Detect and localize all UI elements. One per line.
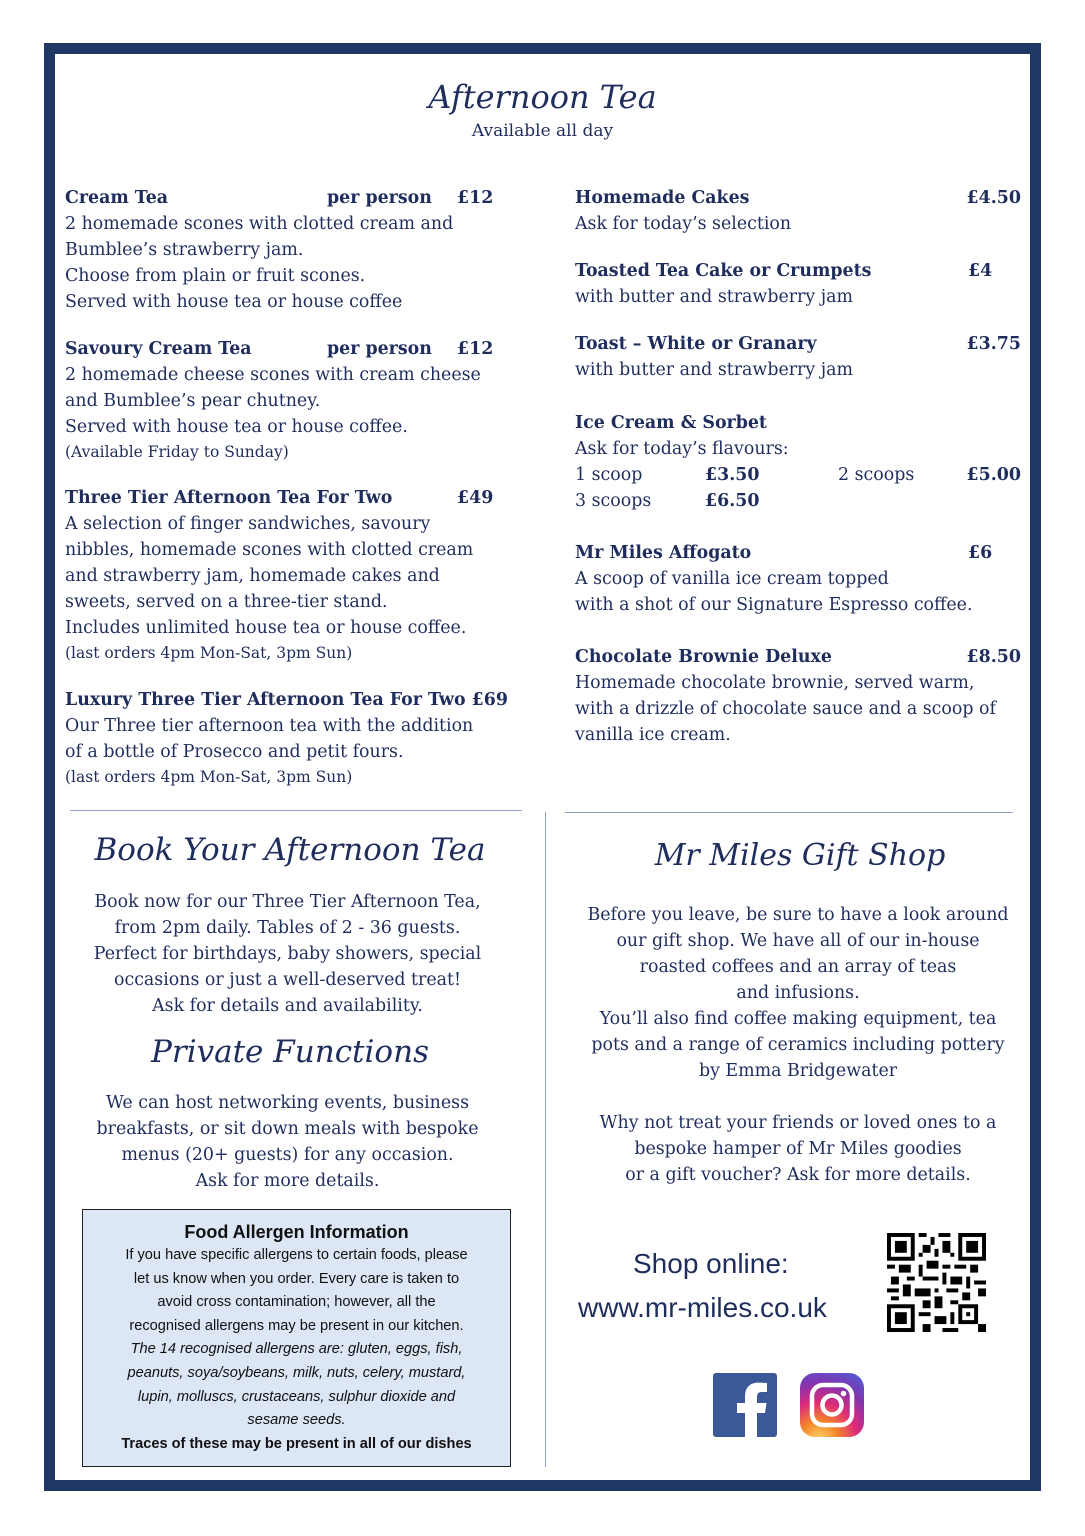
item-qualifier: per person bbox=[327, 339, 432, 359]
menu-item-brownie bbox=[575, 644, 1021, 748]
item-price: £49 bbox=[457, 488, 494, 508]
menu-item-homemade-cakes bbox=[575, 185, 1021, 237]
item-desc: Bumblee’s strawberry jam. bbox=[65, 240, 304, 260]
book-text: Book now for our Three Tier Afternoon Tea, from 2pm daily. Tables of 2 - 36 guests. Perfect for birthdays, baby showers, special occasions or just a well-deserved treat! Ask for details and availability. bbox=[93, 892, 482, 1016]
shop-online-url[interactable]: www.mr-miles.co.uk bbox=[578, 1292, 827, 1323]
allergen-line: avoid cross contamination; however, all the bbox=[157, 1294, 436, 1311]
allergen-line: If you have specific allergens to certain foods, please bbox=[125, 1247, 468, 1263]
allergen-line: recognised allergens may be present in our kitchen. bbox=[129, 1317, 464, 1334]
item-price: £4.50 bbox=[966, 188, 1021, 208]
allergen-list-line: peanuts, soya/soybeans, milk, nuts, celery, mustard, bbox=[127, 1364, 466, 1381]
item-name: Toasted Tea Cake or Crumpets bbox=[575, 261, 872, 281]
gift-shop-text: Before you leave, be sure to have a look around our gift shop. We have all of our in-house roasted coffees and an array of teas and infusions. You’ll also find coffee making equipment, tea pots and a range of ceramics including pottery by Emma Bridgewater Why not treat your friends or loved ones to a bespoke hamper of Mr Miles goodies or a gift voucher? Ask for more details. bbox=[587, 905, 1009, 1185]
allergen-heading: Food Allergen Information bbox=[184, 1222, 409, 1242]
item-desc: Choose from plain or fruit scones. bbox=[65, 266, 366, 286]
item-desc: Ask for today’s selection bbox=[575, 214, 792, 234]
item-price: £6 bbox=[968, 543, 993, 563]
menu-item-toast bbox=[575, 331, 1021, 383]
section-divider bbox=[70, 810, 522, 811]
menu-item-affogato bbox=[575, 540, 1021, 618]
item-note: (Available Friday to Sunday) bbox=[65, 443, 289, 461]
item-desc: nibbles, homemade scones with clotted cream bbox=[65, 540, 474, 560]
item-desc: with a shot of our Signature Espresso coffee. bbox=[575, 595, 973, 615]
item-name: Luxury Three Tier Afternoon Tea For Two £69 bbox=[65, 690, 508, 710]
item-desc: Our Three tier afternoon tea with the addition bbox=[65, 716, 474, 736]
item-note: (last orders 4pm Mon-Sat, 3pm Sun) bbox=[65, 644, 353, 662]
scoop-label: 3 scoops bbox=[575, 491, 652, 511]
item-price: £3.75 bbox=[966, 334, 1021, 354]
book-heading: Book Your Afternoon Tea bbox=[94, 832, 486, 868]
menu-item-tea-cake bbox=[575, 258, 1021, 310]
item-name: Chocolate Brownie Deluxe bbox=[575, 647, 832, 667]
item-desc: Includes unlimited house tea or house coffee. bbox=[65, 618, 467, 638]
page-subtitle: Available all day bbox=[471, 121, 614, 141]
item-qualifier: per person bbox=[327, 188, 432, 208]
item-desc: with butter and strawberry jam bbox=[575, 360, 853, 380]
allergen-line: let us know when you order. Every care is taken to bbox=[133, 1270, 460, 1287]
item-name: Toast – White or Granary bbox=[575, 334, 817, 354]
functions-heading: Private Functions bbox=[151, 1034, 429, 1070]
item-desc: with a drizzle of chocolate sauce and a scoop of bbox=[575, 699, 996, 719]
shop-online-label: Shop online: bbox=[633, 1248, 789, 1279]
functions-text: We can host networking events, business breakfasts, or sit down meals with bespoke menus (20+ guests) for any occasion. Ask for more details. bbox=[96, 1093, 479, 1191]
item-note: (last orders 4pm Mon-Sat, 3pm Sun) bbox=[65, 768, 353, 786]
allergen-list-line: The 14 recognised allergens are: gluten, eggs, fish, bbox=[130, 1341, 463, 1358]
item-name: Savoury Cream Tea bbox=[65, 339, 252, 359]
scoop-price: £5.00 bbox=[966, 465, 1021, 485]
item-name: Mr Miles Affogato bbox=[575, 543, 752, 563]
item-desc: Homemade chocolate brownie, served warm, bbox=[575, 673, 975, 693]
menu-item-cream-tea bbox=[65, 185, 495, 315]
allergen-list-line: lupin, molluscs, crustaceans, sulphur dioxide and bbox=[137, 1388, 456, 1405]
item-desc: with butter and strawberry jam bbox=[575, 287, 853, 307]
item-price: £8.50 bbox=[966, 647, 1021, 667]
menu-item-three-tier bbox=[65, 485, 495, 665]
item-price: £12 bbox=[457, 339, 494, 359]
item-desc: Served with house tea or house coffee bbox=[65, 292, 403, 312]
item-desc: 2 homemade cheese scones with cream cheese bbox=[65, 365, 481, 385]
item-name: Three Tier Afternoon Tea For Two bbox=[65, 488, 393, 508]
menu-item-savoury-cream-tea bbox=[65, 336, 495, 464]
section-divider bbox=[565, 812, 1013, 813]
item-desc: of a bottle of Prosecco and petit fours. bbox=[65, 742, 404, 762]
item-price: £12 bbox=[457, 188, 494, 208]
allergen-footer: Traces of these may be present in all of our dishes bbox=[121, 1435, 472, 1452]
item-desc: vanilla ice cream. bbox=[575, 725, 731, 745]
allergen-list-line: sesame seeds. bbox=[247, 1412, 346, 1429]
item-desc: A scoop of vanilla ice cream topped bbox=[575, 569, 889, 589]
gift-shop-heading: Mr Miles Gift Shop bbox=[654, 838, 946, 873]
scoop-label: 1 scoop bbox=[575, 465, 643, 485]
item-name: Homemade Cakes bbox=[575, 188, 750, 208]
instagram-icon[interactable] bbox=[800, 1373, 864, 1437]
qr-code-icon[interactable] bbox=[887, 1233, 986, 1332]
item-desc: Served with house tea or house coffee. bbox=[65, 417, 408, 437]
item-name: Ice Cream & Sorbet bbox=[575, 413, 767, 433]
page-title: Afternoon Tea bbox=[428, 78, 657, 116]
item-desc: and strawberry jam, homemade cakes and bbox=[65, 566, 440, 586]
facebook-icon[interactable] bbox=[713, 1373, 777, 1437]
item-name: Cream Tea bbox=[65, 188, 169, 208]
menu-item-luxury-three-tier bbox=[65, 687, 508, 789]
item-desc: A selection of finger sandwiches, savoury bbox=[65, 514, 431, 534]
item-desc: 2 homemade scones with clotted cream and bbox=[65, 214, 454, 234]
scoop-price: £6.50 bbox=[705, 491, 760, 511]
scoop-label: 2 scoops bbox=[838, 465, 915, 485]
menu-item-ice-cream bbox=[575, 410, 1021, 514]
item-desc: and Bumblee’s pear chutney. bbox=[65, 391, 321, 411]
allergen-info-box bbox=[82, 1209, 511, 1467]
item-price: £4 bbox=[968, 261, 993, 281]
item-desc: Ask for today’s flavours: bbox=[575, 439, 789, 459]
item-desc: sweets, served on a three-tier stand. bbox=[65, 592, 388, 612]
scoop-price: £3.50 bbox=[705, 465, 760, 485]
column-divider bbox=[545, 812, 546, 1467]
